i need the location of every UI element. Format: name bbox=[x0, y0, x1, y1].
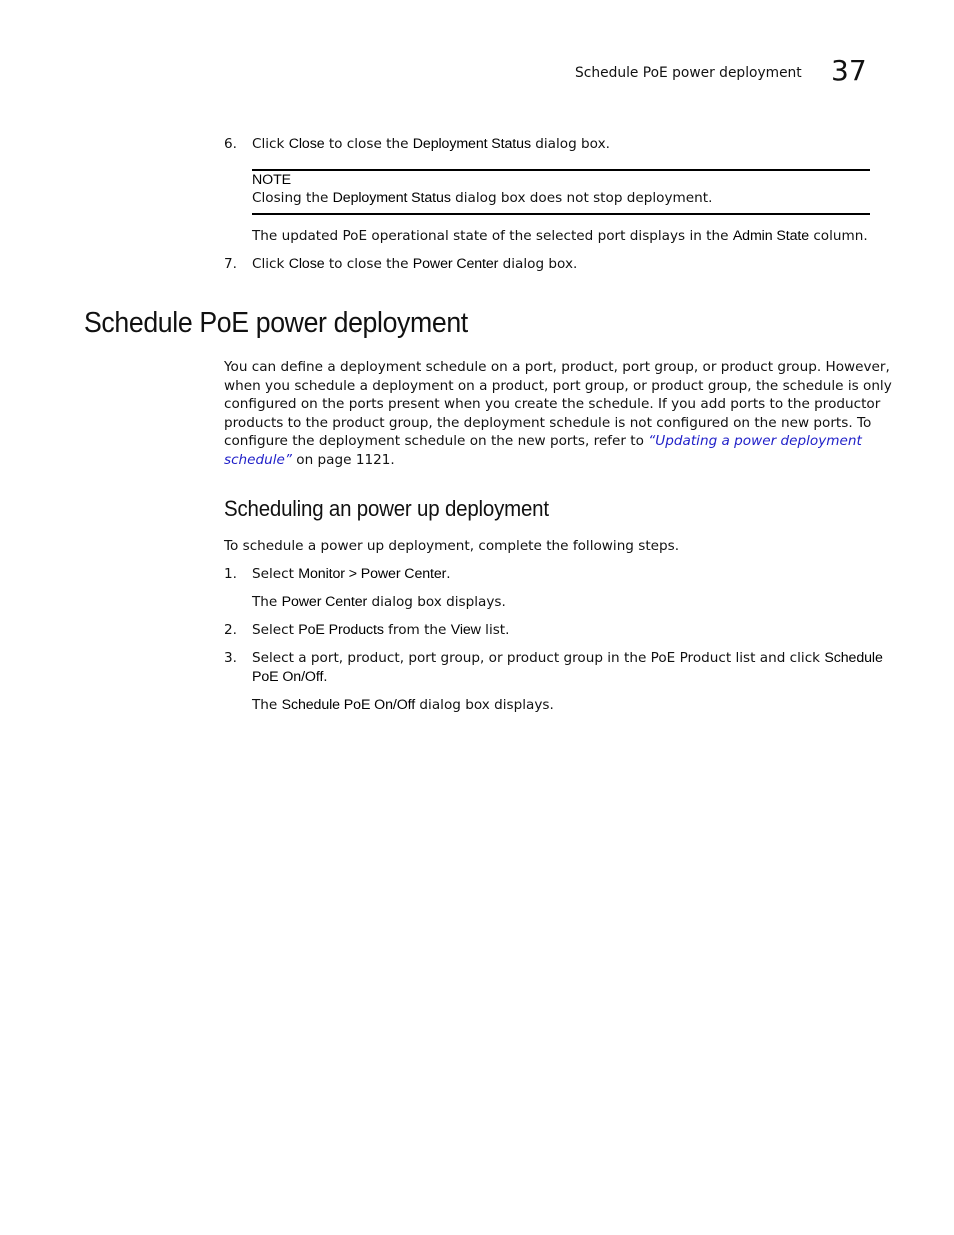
note-label: NOTE bbox=[252, 172, 292, 188]
text: dialog box displays. bbox=[367, 594, 506, 610]
text: on page 1121. bbox=[291, 451, 395, 468]
ui-term: Schedule bbox=[824, 650, 883, 666]
ui-term: View bbox=[450, 622, 481, 638]
step-1-result bbox=[252, 593, 506, 612]
step-7-text bbox=[252, 255, 577, 274]
subsection-heading: Scheduling an power up deployment bbox=[224, 496, 549, 521]
admin-state-paragraph bbox=[252, 227, 868, 246]
paragraph-line: products to the product group, the deployment schedule is not configured on the new ports. To bbox=[224, 414, 872, 431]
ui-term: Admin State bbox=[732, 228, 809, 244]
text: Select bbox=[252, 566, 299, 582]
ui-term: Power Center bbox=[281, 594, 368, 610]
step-1-text bbox=[252, 565, 451, 584]
step-line bbox=[252, 668, 883, 687]
paragraph-line bbox=[224, 451, 892, 470]
running-header-title: Schedule PoE power deployment bbox=[575, 65, 802, 81]
text: . bbox=[446, 566, 451, 582]
text: to close the bbox=[324, 136, 413, 152]
note-text bbox=[252, 189, 712, 208]
subsection-intro: To schedule a power up deployment, complete the following steps. bbox=[224, 538, 680, 554]
ui-term: Monitor > Power Center bbox=[298, 566, 447, 582]
text: from the bbox=[383, 622, 451, 638]
ui-term: PoE On/Off bbox=[252, 668, 324, 685]
cross-reference-link[interactable]: “Updating a power deployment bbox=[648, 433, 862, 450]
ui-term: Deployment Status bbox=[412, 136, 531, 152]
ui-term: PoE Products bbox=[298, 622, 384, 638]
text: column. bbox=[809, 228, 868, 244]
step-3-result bbox=[252, 696, 554, 715]
step-6-text bbox=[252, 135, 610, 154]
text: configure the deployment schedule on the new ports, refer to bbox=[224, 433, 649, 450]
text: Select a port, product, port group, or product group in the PoE Product list and click bbox=[252, 650, 825, 666]
ui-term: Deployment Status bbox=[332, 190, 451, 206]
note-top-rule bbox=[252, 169, 870, 171]
text: Closing the bbox=[252, 190, 333, 206]
step-number: 1. bbox=[224, 566, 237, 582]
text: dialog box. bbox=[498, 256, 578, 272]
text: Click bbox=[252, 256, 289, 272]
step-number: 3. bbox=[224, 650, 237, 666]
paragraph-line: You can define a deployment schedule on a port, product, port group, or product group. However, bbox=[224, 359, 890, 375]
step-3-text bbox=[252, 649, 883, 686]
ui-term: Schedule PoE On/Off bbox=[281, 697, 416, 713]
text: The bbox=[252, 697, 282, 713]
step-number: 7. bbox=[224, 256, 237, 272]
ui-term: Close bbox=[288, 136, 325, 152]
text: list. bbox=[480, 622, 510, 638]
chapter-number: 37 bbox=[831, 54, 867, 87]
step-number: 2. bbox=[224, 622, 237, 638]
text: The updated PoE operational state of the selected port displays in the bbox=[252, 228, 733, 244]
text: Select bbox=[252, 622, 299, 638]
paragraph-line: when you schedule a deployment on a product, port group, or product group, the schedule is only bbox=[224, 377, 892, 394]
text: Click bbox=[252, 136, 289, 152]
ui-term: Power Center bbox=[412, 256, 499, 272]
paragraph-line bbox=[224, 432, 892, 451]
section-paragraph bbox=[224, 358, 892, 470]
text: . bbox=[323, 668, 328, 685]
text: The bbox=[252, 594, 282, 610]
ui-term: Close bbox=[288, 256, 325, 272]
text: dialog box does not stop deployment. bbox=[450, 190, 713, 206]
cross-reference-link[interactable]: schedule” bbox=[224, 451, 292, 468]
text: dialog box displays. bbox=[415, 697, 554, 713]
note-bottom-rule bbox=[252, 213, 870, 215]
step-2-text bbox=[252, 621, 509, 640]
step-line bbox=[252, 649, 883, 668]
step-number: 6. bbox=[224, 136, 237, 152]
section-heading: Schedule PoE power deployment bbox=[84, 307, 468, 339]
text: to close the bbox=[324, 256, 413, 272]
text: dialog box. bbox=[530, 136, 610, 152]
paragraph-line: configured on the ports present when you create the schedule. If you add ports to the productor bbox=[224, 396, 881, 413]
